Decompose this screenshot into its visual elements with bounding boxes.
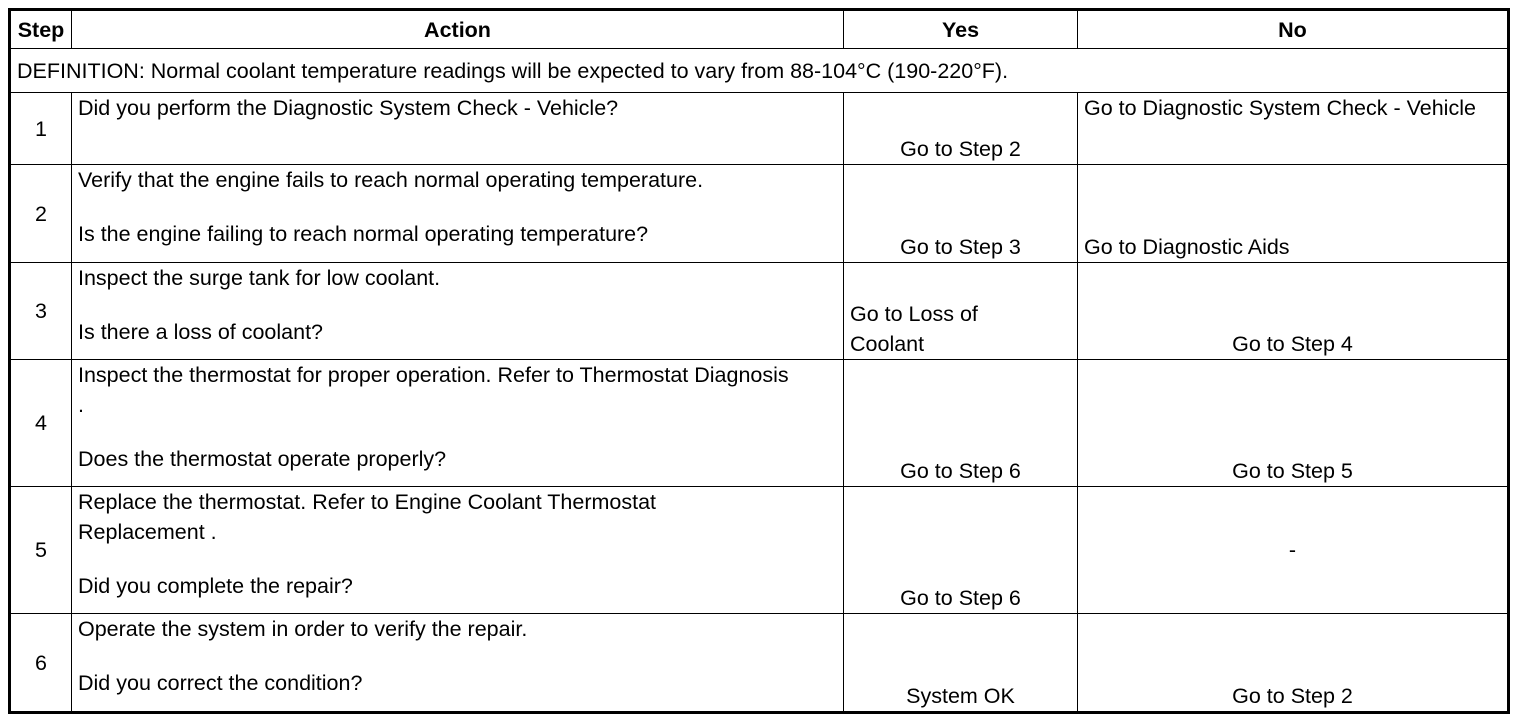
definition-row xyxy=(10,49,1509,93)
action-cell xyxy=(72,263,844,360)
action-cell xyxy=(72,165,844,263)
action-question: Is the engine failing to reach normal operating temperature? xyxy=(78,222,649,246)
yes-cell xyxy=(844,263,1078,360)
yes-text: Go to Loss of Coolant xyxy=(850,302,978,356)
yes-cell: Go to Step 6 xyxy=(844,487,1078,614)
header-step: Step xyxy=(10,10,72,49)
step-number: 4 xyxy=(10,360,72,487)
no-cell: - xyxy=(1078,487,1509,614)
action-question: Did you correct the condition? xyxy=(78,671,363,695)
table-row xyxy=(10,93,1509,165)
no-cell: Go to Step 2 xyxy=(1078,614,1509,713)
action-instruction: Verify that the engine fails to reach normal operating temperature. xyxy=(78,168,704,192)
table-row xyxy=(10,614,1509,713)
action-question: Does the thermostat operate properly? xyxy=(78,447,447,471)
action-text: Did you perform the Diagnostic System Check - Vehicle? xyxy=(78,96,619,120)
yes-cell: System OK xyxy=(844,614,1078,713)
action-cell xyxy=(72,487,844,614)
yes-cell: Go to Step 3 xyxy=(844,165,1078,263)
no-cell: Go to Diagnostic Aids xyxy=(1078,165,1509,263)
no-cell: Go to Step 4 xyxy=(1078,263,1509,360)
diagnostic-table xyxy=(8,8,1510,714)
action-instruction: Replace the thermostat. Refer to Engine Coolant Thermostat Replacement . xyxy=(78,490,657,544)
action-cell xyxy=(72,614,844,713)
no-cell: Go to Step 5 xyxy=(1078,360,1509,487)
table-row xyxy=(10,263,1509,360)
table-row xyxy=(10,487,1509,614)
action-question: Is there a loss of coolant? xyxy=(78,320,324,344)
action-cell xyxy=(72,93,844,165)
header-action: Action xyxy=(72,10,844,49)
step-number: 5 xyxy=(10,487,72,614)
action-cell xyxy=(72,360,844,487)
yes-cell: Go to Step 2 xyxy=(844,93,1078,165)
header-yes: Yes xyxy=(844,10,1078,49)
step-number: 1 xyxy=(10,93,72,165)
step-number: 6 xyxy=(10,614,72,713)
action-instruction: Inspect the thermostat for proper operation. Refer to Thermostat Diagnosis . xyxy=(78,363,789,417)
step-number: 3 xyxy=(10,263,72,360)
action-question: Did you complete the repair? xyxy=(78,574,353,598)
action-instruction: Inspect the surge tank for low coolant. xyxy=(78,266,441,290)
table-row xyxy=(10,165,1509,263)
action-instruction: Operate the system in order to verify the repair. xyxy=(78,617,528,641)
no-cell: Go to Diagnostic System Check - Vehicle xyxy=(1078,93,1509,165)
header-no: No xyxy=(1078,10,1509,49)
definition-text: DEFINITION: Normal coolant temperature readings will be expected to vary from 88-104°C (190-220°F). xyxy=(10,49,1509,93)
step-number: 2 xyxy=(10,165,72,263)
table-row xyxy=(10,360,1509,487)
header-row xyxy=(10,10,1509,49)
yes-cell: Go to Step 6 xyxy=(844,360,1078,487)
